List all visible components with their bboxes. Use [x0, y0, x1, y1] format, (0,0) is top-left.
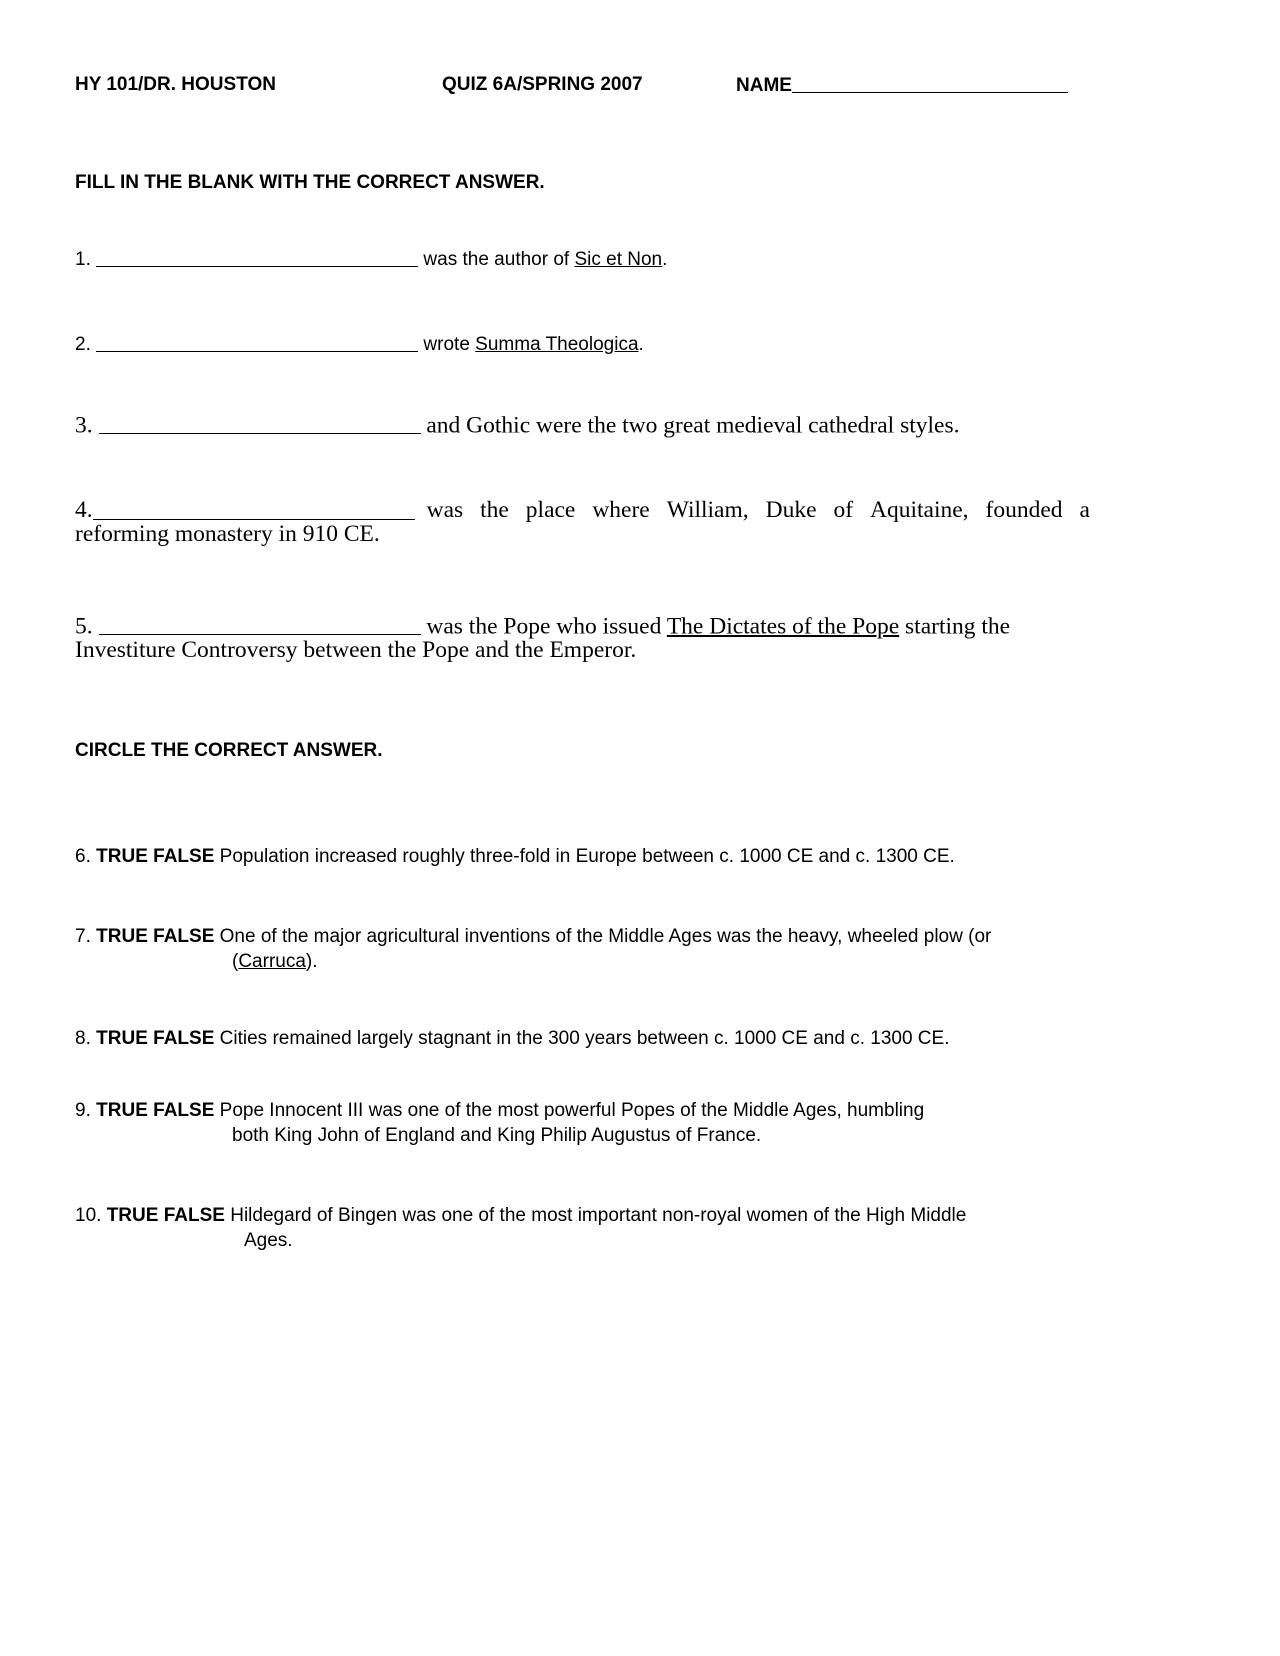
word: of: [833, 497, 854, 523]
word: Duke: [765, 497, 817, 523]
question-3: 3. and Gothic were the two great medieval cathedral styles.: [75, 412, 960, 439]
question-6: 6. TRUE FALSE Population increased roughly three-fold in Europe between c. 1000 CE and c. 1300 CE.: [75, 846, 955, 867]
word: William,: [666, 497, 749, 523]
question-4: 4. was the place where William, Duke of Aquitaine, founded a reforming monastery in 910 CE.: [75, 497, 1090, 547]
section-2-heading: CIRCLE THE CORRECT ANSWER.: [75, 740, 383, 761]
question-2: 2. wrote Summa Theologica.: [75, 334, 644, 356]
answer-blank-1[interactable]: [96, 248, 418, 267]
answer-blank-5[interactable]: [99, 612, 421, 635]
word: founded: [985, 497, 1063, 523]
answer-blank-4[interactable]: [93, 497, 415, 520]
document-title: The Dictates of the Pope: [666, 613, 900, 640]
true-false-options[interactable]: TRUE FALSE: [96, 1100, 215, 1121]
answer-blank-2[interactable]: [96, 333, 418, 352]
question-7-line-2: (Carruca).: [232, 951, 318, 972]
course-title: HY 101/DR. HOUSTON: [75, 74, 276, 95]
book-title: Sic et Non: [574, 249, 663, 271]
name-blank[interactable]: [792, 74, 1068, 93]
book-title: Summa Theologica: [475, 334, 639, 356]
word: the: [480, 497, 509, 523]
true-false-options[interactable]: TRUE FALSE: [96, 846, 215, 867]
question-7: 7. TRUE FALSE One of the major agricultural inventions of the Middle Ages was the heavy, wheeled plow (or (Carruca).: [75, 926, 992, 972]
question-5: 5. was the Pope who issued The Dictates of the Pope starting the Investiture Controversy between the Pope and the Emperor.: [75, 613, 1011, 664]
question-1: 1. was the author of Sic et Non.: [75, 249, 668, 271]
true-false-options[interactable]: TRUE FALSE: [96, 926, 215, 947]
answer-blank-3[interactable]: [99, 411, 421, 434]
word: a: [1079, 497, 1090, 523]
question-5-line-2: Investiture Controversy between the Pope and the Emperor.: [75, 637, 637, 664]
term-carruca: Carruca: [238, 951, 306, 972]
true-false-options[interactable]: TRUE FALSE: [96, 1028, 215, 1049]
section-1-heading: FILL IN THE BLANK WITH THE CORRECT ANSWER.: [75, 172, 545, 193]
word: was: [426, 497, 464, 523]
question-10-line-2: Ages.: [244, 1230, 293, 1251]
word: place: [525, 497, 576, 523]
question-4-text: [415, 497, 1090, 524]
true-false-options[interactable]: TRUE FALSE: [106, 1205, 225, 1226]
word: where: [592, 497, 650, 523]
question-9: 9. TRUE FALSE Pope Innocent III was one of the most powerful Popes of the Middle Ages, humbling both King John of England and King Philip Augustus of France.: [75, 1100, 925, 1146]
word: Aquitaine,: [870, 497, 969, 523]
name-field[interactable]: [736, 74, 1068, 97]
question-4-line-2: reforming monastery in 910 CE.: [75, 521, 380, 547]
quiz-title: QUIZ 6A/SPRING 2007: [442, 74, 643, 95]
question-9-line-2: both King John of England and King Philip Augustus of France.: [232, 1125, 762, 1146]
question-10: 10. TRUE FALSE Hildegard of Bingen was one of the most important non-royal women of the High Middle Ages.: [75, 1205, 967, 1251]
name-label: NAME: [736, 75, 792, 97]
question-8: 8. TRUE FALSE Cities remained largely stagnant in the 300 years between c. 1000 CE and c. 1300 CE.: [75, 1028, 950, 1049]
